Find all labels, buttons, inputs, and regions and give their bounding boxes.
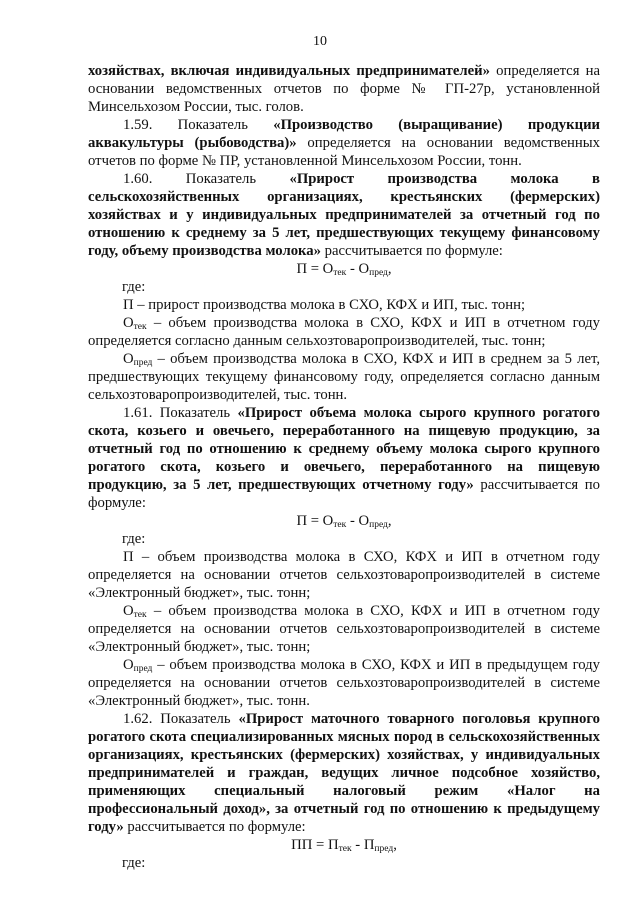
where-label: где: — [122, 531, 146, 547]
definition: $О_{тек}$ – объем производства молока в СХО, КФХ и ИП в отчетном году определяется на основании отчетов сельхозтоваропроизводителей в системе «Электронный бюджет», тыс. тонн; — [88, 603, 600, 655]
where-label: где: — [122, 279, 146, 295]
where-label: где: — [122, 855, 146, 871]
document-body — [88, 62, 600, 872]
definition: $О_{пред}$ – объем производства молока в СХО, КФХ и ИП в среднем за 5 лет, предшествующих текущему финансовому году, определяется согласно данным сельхозтоваропроизводителей, тыс. тонн. — [88, 351, 600, 403]
definition: П – объем производства молока в СХО, КФХ и ИП в отчетном году определяется на основании отчетов сельхозтоваропроизводителей в системе «Электронный бюджет», тыс. тонн; — [88, 549, 600, 601]
paragraph-1-59: 1.59. Показатель «Производство (выращивание) продукции аквакультуры (рыбоводства)» определяется на основании ведомственных отчетов по форме № ПР, установленной Минсельхозом России, тонн. — [88, 117, 600, 169]
definition: П – прирост производства молока в СХО, КФХ и ИП, тыс. тонн; — [123, 297, 526, 313]
definition: $О_{пред}$ – объем производства молока в СХО, КФХ и ИП в предыдущем году определяется на основании отчетов сельхозтоваропроизводителей в системе «Электронный бюджет», тыс. тонн. — [88, 657, 600, 709]
formula-1-62: ПП = $П_{тек} - П_{пред}$, — [291, 837, 397, 854]
paragraph-1-60: 1.60. Показатель «Прирост производства молока в сельскохозяйственных организациях, крестьянских (фермерских) хозяйствах и у индивидуальных предпринимателей за отчетный год по отношению к среднему за 5 лет, предшествующих текущему финансовому году, объему производства молока» рассчитывается по формуле: — [88, 171, 600, 259]
paragraph-1-62: 1.62. Показатель «Прирост маточного товарного поголовья крупного рогатого скота специализированных мясных пород в сельскохозяйственных организациях, крестьянских (фермерских) хозяйствах, у индивидуальных предпринимателей и граждан, ведущих личное подсобное хозяйство, применяющих специальный налоговый режим «Налог на профессиональный доход», за отчетный год по отношению к предыдущему году» рассчитывается по формуле: — [88, 711, 601, 835]
formula-1-61: $П = О_{тек} - О_{пред}$, — [296, 513, 392, 530]
page-number: 10 — [313, 34, 327, 49]
paragraph-continuation: хозяйствах, включая индивидуальных предпринимателей» определяется на основании ведомственных отчетов по форме № ГП-27р, установленной Минсельхозом России, тыс. голов. — [88, 63, 600, 115]
formula-1-60: $П = О_{тек} - О_{пред}$, — [296, 261, 392, 278]
definition: $О_{тек}$ – объем производства молока в СХО, КФХ и ИП в отчетном году определяется согласно данным сельхозтоваропроизводителей, тыс. тонн; — [88, 315, 600, 349]
paragraph-1-61: 1.61. Показатель «Прирост объема молока сырого крупного рогатого скота, козьего и овечьего, переработанного на пищевую продукцию, за отчетный год по отношению к среднему объему молока сырого крупного рогатого скота, козьего и овечьего, переработанного на пищевую продукцию, за 5 лет, предшествующих отчетному году» рассчитывается по формуле: — [88, 405, 600, 511]
